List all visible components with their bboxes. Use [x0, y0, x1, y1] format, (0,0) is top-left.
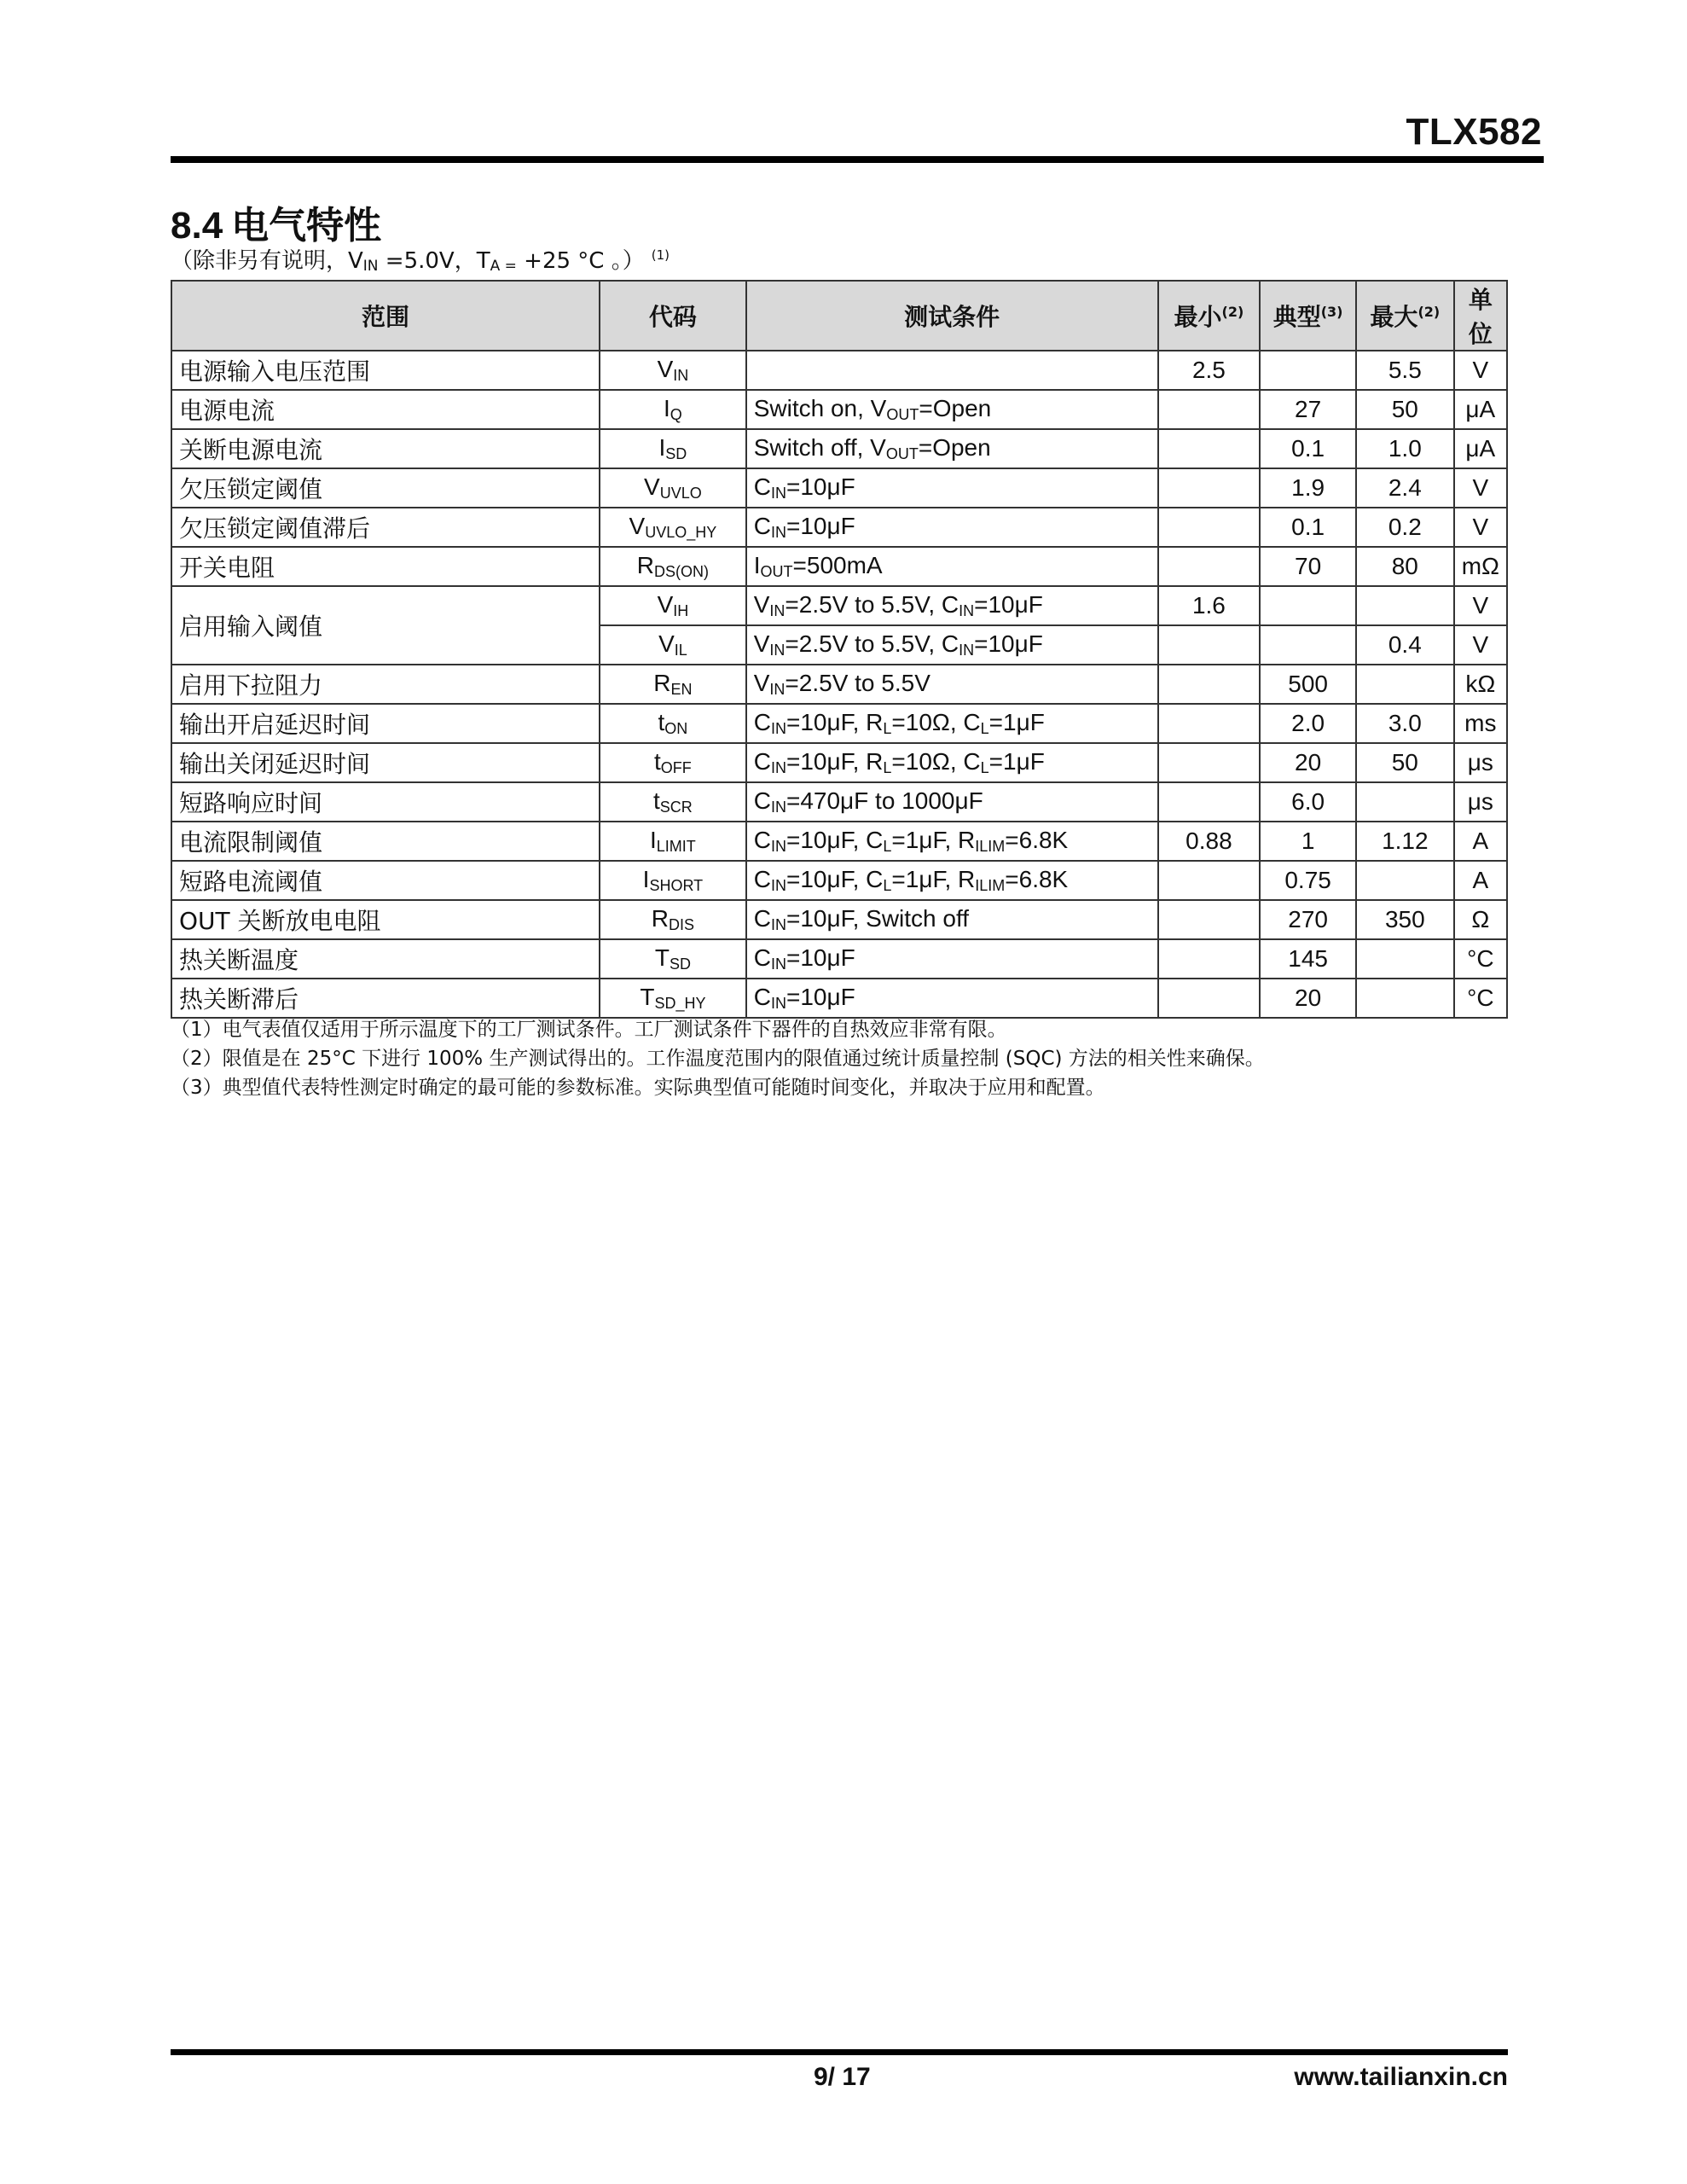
condition-subscript: L — [883, 838, 892, 855]
cell-unit: V — [1454, 625, 1507, 665]
symbol-letter: V — [644, 473, 660, 500]
condition-text: =10Ω, C — [891, 709, 981, 735]
footnote-2: （2）限值是在 25°C 下进行 100% 生产测试得出的。工作温度范围内的限值通过统计质量控制 (SQC) 方法的相关性来确保。 — [171, 1048, 1265, 1070]
cell-parameter: 电源输入电压范围 — [171, 351, 600, 390]
document-id: TLX582 — [1406, 111, 1542, 153]
condition-subscript: IN — [769, 681, 786, 698]
symbol-subscript: UVLO_HY — [645, 524, 717, 541]
condition-text: C — [753, 827, 771, 853]
condition-text: C — [753, 709, 771, 735]
electrical-characteristics-table — [171, 280, 1508, 1019]
symbol-letter: R — [653, 670, 671, 696]
cell-parameter: 关断电源电流 — [171, 429, 600, 468]
cell-unit: μs — [1454, 743, 1507, 782]
condition-text: C — [753, 905, 771, 932]
cell-parameter: 欠压锁定阈值滞后 — [171, 508, 600, 547]
condition-text: C — [753, 866, 771, 892]
cell-max: 50 — [1356, 743, 1454, 782]
condition-text: =10μF — [974, 591, 1043, 618]
cell-parameter: 电流限制阈值 — [171, 822, 600, 861]
symbol-letter: V — [657, 356, 674, 382]
cell-min — [1158, 979, 1261, 1018]
conditions-ta-value: +25 °C 。） — [516, 248, 645, 274]
symbol-subscript: Q — [670, 406, 682, 423]
condition-text: =10Ω, C — [891, 748, 981, 775]
cell-typ: 70 — [1260, 547, 1356, 586]
condition-text: =10μF, C — [786, 866, 884, 892]
cell-symbol — [600, 743, 746, 782]
cell-conditions — [746, 979, 1158, 1018]
cell-unit: V — [1454, 508, 1507, 547]
condition-text: =500mA — [792, 552, 883, 578]
condition-subscript: OUT — [885, 445, 919, 462]
table-row — [171, 743, 1507, 782]
cell-unit: A — [1454, 861, 1507, 900]
cell-min — [1158, 939, 1261, 979]
cell-conditions — [746, 429, 1158, 468]
condition-subscript: ILIM — [975, 838, 1006, 855]
cell-typ: 1.9 — [1260, 468, 1356, 508]
condition-subscript: L — [980, 759, 989, 776]
symbol-subscript: UVLO — [659, 485, 702, 502]
cell-parameter: 欠压锁定阈值 — [171, 468, 600, 508]
symbol-letter: I — [650, 827, 657, 853]
symbol-subscript: IL — [674, 642, 687, 659]
condition-subscript: IN — [770, 485, 786, 502]
symbol-subscript: SD — [665, 445, 687, 462]
cell-typ: 1 — [1260, 822, 1356, 861]
condition-subscript: ILIM — [975, 877, 1006, 894]
condition-subscript: IN — [770, 877, 786, 894]
symbol-subscript: IH — [673, 602, 689, 619]
symbol-letter: R — [636, 552, 655, 578]
header-min-label: 最小 — [1174, 303, 1222, 331]
symbol-subscript: OFF — [660, 759, 692, 776]
condition-text: Switch on, V — [753, 395, 887, 421]
cell-min — [1158, 429, 1261, 468]
condition-subscript: IN — [770, 720, 786, 737]
table-row — [171, 782, 1507, 822]
cell-min — [1158, 547, 1261, 586]
cell-unit: μs — [1454, 782, 1507, 822]
cell-typ: 0.1 — [1260, 429, 1356, 468]
cell-unit: V — [1454, 586, 1507, 625]
cell-conditions — [746, 900, 1158, 939]
condition-text: =2.5V to 5.5V, C — [785, 591, 959, 618]
section-number: 8.4 — [171, 205, 223, 247]
cell-typ: 0.75 — [1260, 861, 1356, 900]
cell-min: 2.5 — [1158, 351, 1261, 390]
symbol-subscript: IN — [673, 367, 689, 384]
header-symbol: 代码 — [600, 281, 746, 351]
test-conditions — [171, 243, 670, 275]
cell-conditions — [746, 704, 1158, 743]
cell-max — [1356, 665, 1454, 704]
cell-unit: V — [1454, 351, 1507, 390]
cell-max: 350 — [1356, 900, 1454, 939]
cell-conditions — [746, 743, 1158, 782]
table-body — [171, 351, 1507, 1018]
condition-text: =470μF to 1000μF — [786, 787, 983, 814]
symbol-subscript: ON — [664, 720, 688, 737]
cell-parameter: 开关电阻 — [171, 547, 600, 586]
cell-max: 2.4 — [1356, 468, 1454, 508]
cell-min: 1.6 — [1158, 586, 1261, 625]
section-heading: 电气特性 — [231, 204, 382, 247]
cell-max: 0.4 — [1356, 625, 1454, 665]
header-unit: 单位 — [1454, 281, 1507, 351]
cell-conditions — [746, 782, 1158, 822]
footer-rule — [171, 2049, 1508, 2055]
cell-parameter: 输出关闭延迟时间 — [171, 743, 600, 782]
cell-conditions — [746, 939, 1158, 979]
cell-symbol — [600, 508, 746, 547]
cell-symbol — [600, 586, 746, 625]
condition-text: =10μF — [786, 473, 855, 500]
cell-symbol — [600, 547, 746, 586]
table-row — [171, 547, 1507, 586]
cell-max: 50 — [1356, 390, 1454, 429]
condition-subscript: L — [883, 877, 892, 894]
condition-text: I — [753, 552, 761, 578]
cell-conditions — [746, 351, 1158, 390]
table-row — [171, 861, 1507, 900]
condition-text: =10μF — [786, 944, 855, 971]
condition-subscript: IN — [770, 995, 786, 1012]
cell-typ — [1260, 625, 1356, 665]
header-rule — [171, 156, 1544, 163]
condition-text: C — [753, 748, 771, 775]
symbol-letter: R — [651, 905, 670, 932]
condition-text: C — [753, 787, 771, 814]
cell-parameter: 启用输入阈值 — [171, 586, 600, 665]
condition-subscript: IN — [769, 602, 786, 619]
condition-text: =6.8K — [1005, 827, 1069, 853]
condition-text: =10μF, R — [786, 748, 884, 775]
cell-symbol — [600, 900, 746, 939]
condition-text: =1μF, R — [891, 866, 976, 892]
cell-conditions — [746, 586, 1158, 625]
cell-max: 80 — [1356, 547, 1454, 586]
condition-subscript: L — [883, 759, 892, 776]
symbol-letter: t — [658, 709, 665, 735]
symbol-letter: V — [658, 630, 675, 657]
symbol-subscript: DIS — [669, 916, 695, 933]
cell-symbol — [600, 429, 746, 468]
cell-symbol — [600, 665, 746, 704]
symbol-letter: I — [642, 866, 650, 892]
condition-subscript: OUT — [886, 406, 919, 423]
header-min — [1158, 281, 1261, 351]
conditions-prefix: （除非另有说明，V — [171, 248, 363, 274]
cell-symbol — [600, 782, 746, 822]
condition-text: =1μF, R — [891, 827, 976, 853]
cell-conditions — [746, 625, 1158, 665]
cell-conditions — [746, 390, 1158, 429]
table-row — [171, 665, 1507, 704]
header-conditions: 测试条件 — [746, 281, 1158, 351]
cell-max — [1356, 782, 1454, 822]
condition-text: C — [753, 473, 771, 500]
condition-subscript: IN — [770, 838, 786, 855]
condition-text: =10μF, Switch off — [786, 905, 970, 932]
symbol-subscript: DS(ON) — [654, 563, 710, 580]
table-row — [171, 508, 1507, 547]
condition-text: =Open — [918, 434, 991, 461]
cell-unit: V — [1454, 468, 1507, 508]
cell-conditions — [746, 665, 1158, 704]
cell-unit: °C — [1454, 979, 1507, 1018]
header-max — [1356, 281, 1454, 351]
condition-text: V — [753, 630, 770, 657]
cell-unit: ms — [1454, 704, 1507, 743]
table-row — [171, 351, 1507, 390]
table-row — [171, 390, 1507, 429]
cell-typ — [1260, 586, 1356, 625]
symbol-letter: t — [654, 748, 661, 775]
cell-unit: mΩ — [1454, 547, 1507, 586]
cell-typ: 0.1 — [1260, 508, 1356, 547]
condition-text: =1μF — [988, 709, 1045, 735]
cell-max — [1356, 586, 1454, 625]
cell-typ: 27 — [1260, 390, 1356, 429]
condition-text: C — [753, 513, 771, 539]
symbol-subscript: EN — [670, 681, 693, 698]
cell-typ: 500 — [1260, 665, 1356, 704]
cell-min — [1158, 743, 1261, 782]
cell-unit: μA — [1454, 390, 1507, 429]
footnote-1: （1）电气表值仅适用于所示温度下的工厂测试条件。工厂测试条件下器件的自热效应非常有限。 — [171, 1019, 1007, 1041]
cell-parameter: 输出开启延迟时间 — [171, 704, 600, 743]
footnotes — [171, 1015, 1265, 1102]
website-url[interactable]: www.tailianxin.cn — [1294, 2063, 1508, 2091]
condition-subscript: L — [883, 720, 892, 737]
condition-text: Switch off, V — [753, 434, 886, 461]
cell-max: 5.5 — [1356, 351, 1454, 390]
header-typ — [1260, 281, 1356, 351]
header-typ-note: (3) — [1320, 304, 1343, 320]
symbol-letter: T — [640, 984, 655, 1010]
note-reference: (1) — [651, 247, 670, 263]
page-number: 9/ 17 — [814, 2063, 871, 2091]
condition-text: V — [753, 670, 770, 696]
cell-typ — [1260, 351, 1356, 390]
cell-min — [1158, 782, 1261, 822]
cell-max: 0.2 — [1356, 508, 1454, 547]
cell-unit: A — [1454, 822, 1507, 861]
condition-subscript: IN — [770, 956, 786, 973]
header-param: 范围 — [171, 281, 600, 351]
cell-min — [1158, 625, 1261, 665]
condition-text: C — [753, 944, 771, 971]
cell-typ: 20 — [1260, 743, 1356, 782]
cell-symbol — [600, 468, 746, 508]
cell-parameter: 短路电流阈值 — [171, 861, 600, 900]
condition-subscript: L — [980, 720, 989, 737]
cell-typ: 6.0 — [1260, 782, 1356, 822]
header-typ-label: 典型 — [1272, 303, 1321, 331]
header-min-note: (2) — [1221, 304, 1244, 320]
header-max-note: (2) — [1417, 304, 1441, 320]
cell-parameter: 电源电流 — [171, 390, 600, 429]
cell-symbol — [600, 822, 746, 861]
table-row — [171, 939, 1507, 979]
cell-symbol — [600, 390, 746, 429]
cell-conditions — [746, 822, 1158, 861]
symbol-subscript: LIMIT — [656, 838, 696, 855]
cell-max: 1.12 — [1356, 822, 1454, 861]
condition-text: =10μF — [786, 984, 855, 1010]
cell-typ: 145 — [1260, 939, 1356, 979]
conditions-vin-value: =5.0V，T — [378, 248, 490, 274]
table-row — [171, 979, 1507, 1018]
symbol-letter: V — [657, 591, 674, 618]
cell-conditions — [746, 861, 1158, 900]
cell-symbol — [600, 351, 746, 390]
condition-text: =Open — [919, 395, 992, 421]
cell-min — [1158, 390, 1261, 429]
condition-subscript: IN — [959, 642, 975, 659]
symbol-letter: I — [664, 395, 670, 421]
cell-min — [1158, 900, 1261, 939]
cell-typ: 270 — [1260, 900, 1356, 939]
cell-typ: 2.0 — [1260, 704, 1356, 743]
table-row — [171, 429, 1507, 468]
ta-subscript: A = — [490, 258, 517, 275]
condition-subscript: IN — [769, 642, 786, 659]
cell-symbol — [600, 939, 746, 979]
condition-subscript: IN — [959, 602, 975, 619]
cell-symbol — [600, 625, 746, 665]
condition-text: =10μF, R — [786, 709, 884, 735]
table-header-row — [171, 281, 1507, 351]
cell-symbol — [600, 704, 746, 743]
table-row — [171, 900, 1507, 939]
cell-parameter: 短路响应时间 — [171, 782, 600, 822]
cell-unit: Ω — [1454, 900, 1507, 939]
cell-max — [1356, 979, 1454, 1018]
section-title — [171, 195, 381, 249]
cell-min — [1158, 508, 1261, 547]
condition-text: =10μF, C — [786, 827, 884, 853]
cell-parameter: OUT 关断放电电阻 — [171, 900, 600, 939]
condition-subscript: IN — [770, 799, 786, 816]
condition-text: V — [753, 591, 770, 618]
condition-subscript: OUT — [760, 563, 793, 580]
symbol-subscript: SCR — [659, 799, 693, 816]
condition-text: =10μF — [786, 513, 855, 539]
symbol-letter: t — [653, 787, 660, 814]
cell-min — [1158, 704, 1261, 743]
symbol-subscript: SD — [669, 956, 691, 973]
condition-text: =6.8K — [1005, 866, 1069, 892]
cell-min: 0.88 — [1158, 822, 1261, 861]
cell-max: 3.0 — [1356, 704, 1454, 743]
cell-conditions — [746, 468, 1158, 508]
cell-parameter: 热关断滞后 — [171, 979, 600, 1018]
cell-max — [1356, 861, 1454, 900]
condition-subscript: IN — [770, 916, 786, 933]
condition-text: =10μF — [974, 630, 1043, 657]
cell-parameter: 启用下拉阻力 — [171, 665, 600, 704]
table-row — [171, 586, 1507, 625]
condition-text: =2.5V to 5.5V, C — [785, 630, 959, 657]
cell-unit: °C — [1454, 939, 1507, 979]
cell-conditions — [746, 547, 1158, 586]
cell-unit: kΩ — [1454, 665, 1507, 704]
cell-min — [1158, 861, 1261, 900]
condition-text: =2.5V to 5.5V — [785, 670, 930, 696]
cell-min — [1158, 665, 1261, 704]
cell-unit: μA — [1454, 429, 1507, 468]
cell-max — [1356, 939, 1454, 979]
symbol-subscript: SD_HY — [654, 995, 706, 1012]
condition-text: C — [753, 984, 771, 1010]
symbol-letter: I — [658, 434, 666, 461]
symbol-letter: V — [629, 513, 646, 539]
cell-conditions — [746, 508, 1158, 547]
condition-subscript: IN — [770, 524, 786, 541]
cell-symbol — [600, 861, 746, 900]
footnote-3: （3）典型值代表特性测定时确定的最可能的参数标准。实际典型值可能随时间变化，并取决于应用和配置。 — [171, 1077, 1105, 1099]
condition-subscript: IN — [770, 759, 786, 776]
table-row — [171, 468, 1507, 508]
cell-min — [1158, 468, 1261, 508]
header-max-label: 最大 — [1370, 303, 1418, 331]
symbol-letter: T — [654, 944, 670, 971]
cell-parameter: 热关断温度 — [171, 939, 600, 979]
cell-symbol — [600, 979, 746, 1018]
symbol-subscript: SHORT — [649, 877, 704, 894]
condition-text: =1μF — [988, 748, 1045, 775]
table-row — [171, 822, 1507, 861]
cell-max: 1.0 — [1356, 429, 1454, 468]
vin-subscript: IN — [362, 258, 379, 275]
cell-typ: 20 — [1260, 979, 1356, 1018]
table-row — [171, 704, 1507, 743]
